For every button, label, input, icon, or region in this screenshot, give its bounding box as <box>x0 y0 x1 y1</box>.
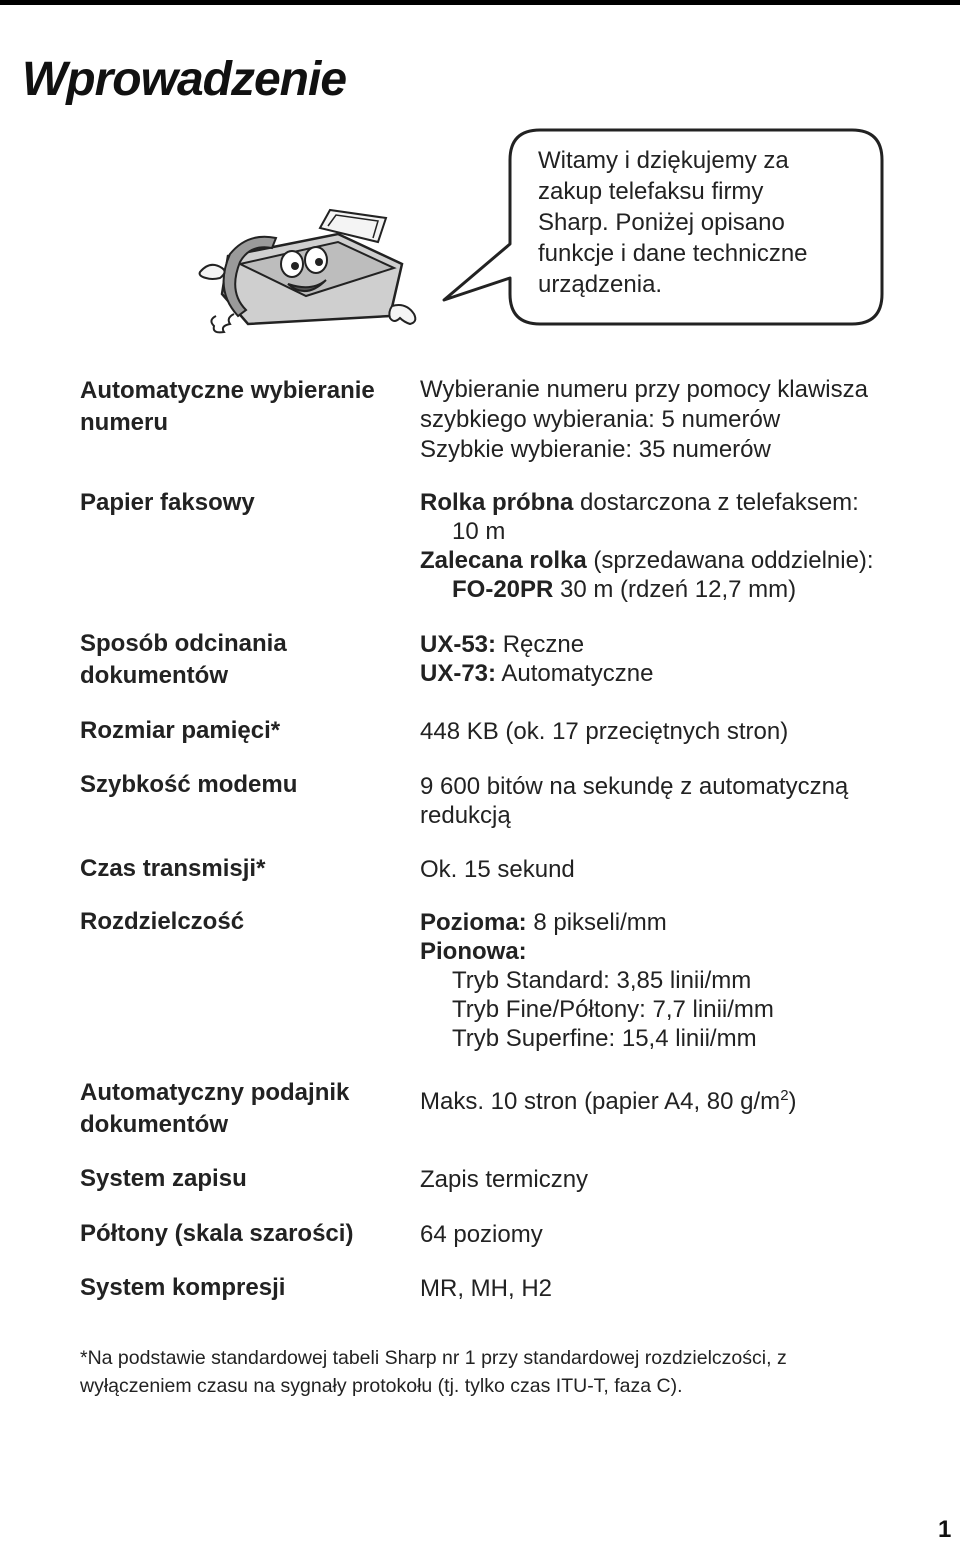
spec-line: Tryb Superfine: 15,4 linii/mm <box>452 1025 757 1052</box>
spec-line: 64 poziomy <box>420 1221 543 1248</box>
footnote-line: wyłączeniem czasu na sygnały protokołu (tj. tylko czas ITU-T, faza C). <box>80 1375 683 1397</box>
welcome-line: Witamy i dziękujemy za <box>538 147 789 174</box>
fax-machine-mascot-icon <box>188 198 428 338</box>
spec-line <box>420 937 940 966</box>
welcome-line: Sharp. Poniżej opisano <box>538 209 785 236</box>
spec-line: redukcją <box>420 802 511 829</box>
spec-value-resolution <box>420 908 940 1053</box>
spec-value-memory <box>420 717 940 746</box>
spec-line-text: 8 pikseli/mm <box>526 909 667 936</box>
spec-line-text: dostarczona z telefaksem: <box>573 489 859 516</box>
spec-line: Ok. 15 sekund <box>420 856 575 883</box>
spec-line <box>420 908 940 937</box>
spec-value-cutter <box>420 630 940 688</box>
footnote-line: *Na podstawie standardowej tabeli Sharp nr 1 przy standardowej rozdzielczości, z <box>80 1347 787 1369</box>
superscript: 2 <box>780 1087 789 1104</box>
spec-line <box>420 630 940 659</box>
spec-label-recording-system: System zapisu <box>80 1165 247 1192</box>
spec-line-bold: Rolka próbna <box>420 489 574 516</box>
spec-label-modem-speed: Szybkość modemu <box>80 771 298 798</box>
spec-line: Zapis termiczny <box>420 1166 589 1193</box>
spec-line-text: Automatyczne <box>496 660 654 687</box>
spec-line-text: (sprzedawana oddzielnie): <box>586 547 874 574</box>
spec-line: 10 m <box>452 518 506 545</box>
spec-line: Szybkie wybieranie: 35 numerów <box>420 436 771 463</box>
spec-value-transmission-time <box>420 855 940 884</box>
welcome-line: funkcje i dane techniczne <box>538 240 808 267</box>
spec-value-modem-speed <box>420 772 940 830</box>
spec-value-fax-paper <box>420 488 940 604</box>
spec-line-text: ) <box>788 1088 797 1115</box>
spec-label-resolution: Rozdzielczość <box>80 908 245 935</box>
spec-line <box>420 659 940 688</box>
spec-line <box>420 488 940 517</box>
spec-line-bold: Pionowa: <box>420 938 527 965</box>
spec-line-bold: UX-73: <box>420 660 497 687</box>
spec-value-document-feeder <box>420 1087 940 1116</box>
spec-line: Tryb Fine/Półtony: 7,7 linii/mm <box>452 996 774 1023</box>
spec-label-speed-dial: Automatyczne wybieranie numeru <box>80 377 375 436</box>
spec-label-fax-paper: Papier faksowy <box>80 489 255 516</box>
spec-line-text: Maks. 10 stron (papier A4, 80 g/m <box>420 1088 781 1115</box>
spec-label-compression: System kompresji <box>80 1274 286 1301</box>
spec-line <box>420 575 940 604</box>
spec-line: 9 600 bitów na sekundę z automatyczną <box>420 773 849 800</box>
spec-line-bold: FO-20PR <box>452 576 554 603</box>
spec-line-text: 30 m (rdzeń 12,7 mm) <box>553 576 797 603</box>
spec-label-transmission-time: Czas transmisji* <box>80 855 266 882</box>
spec-line <box>420 1087 940 1116</box>
welcome-line: urządzenia. <box>538 271 663 298</box>
spec-label-cutter: Sposób odcinania dokumentów <box>80 630 287 689</box>
spec-line-text: Ręczne <box>496 631 585 658</box>
top-rule <box>0 0 960 5</box>
spec-value-halftone <box>420 1220 940 1249</box>
spec-label-memory: Rozmiar pamięci* <box>80 717 281 744</box>
spec-line: Tryb Standard: 3,85 linii/mm <box>452 967 752 994</box>
welcome-line: zakup telefaksu firmy <box>538 178 764 205</box>
spec-line: szybkiego wybierania: 5 numerów <box>420 406 781 433</box>
spec-value-compression <box>420 1274 940 1303</box>
spec-value-recording-system <box>420 1165 940 1194</box>
welcome-message <box>538 145 838 300</box>
spec-line: 448 KB (ok. 17 przeciętnych stron) <box>420 718 789 745</box>
spec-value-speed-dial <box>420 375 940 465</box>
spec-line-bold: UX-53: <box>420 631 497 658</box>
page-title: Wprowadzenie <box>22 53 347 106</box>
spec-line-bold: Pozioma: <box>420 909 527 936</box>
spec-label-halftone: Półtony (skala szarości) <box>80 1220 354 1247</box>
footnote <box>80 1344 930 1400</box>
spec-line-bold: Zalecana rolka <box>420 547 587 574</box>
spec-line <box>420 546 940 575</box>
spec-line: Wybieranie numeru przy pomocy klawisza <box>420 376 868 403</box>
page-number: 1 <box>938 1516 952 1543</box>
spec-line: MR, MH, H2 <box>420 1275 552 1302</box>
spec-label-document-feeder: Automatyczny podajnik dokumentów <box>80 1079 350 1138</box>
